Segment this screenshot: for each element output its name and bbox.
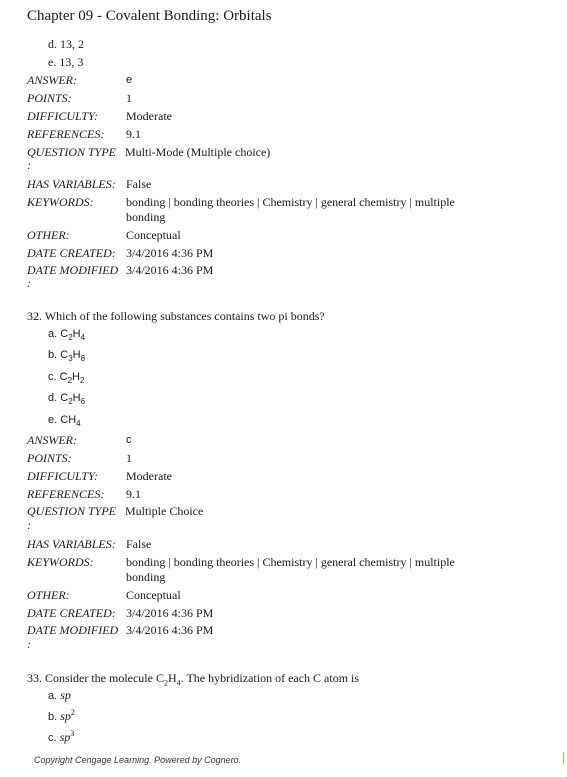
q32-option-e: e. $CH_4$ (48, 414, 81, 429)
q31-has-variables-value: False (126, 177, 152, 191)
q31-difficulty-label: DIFFICULTY: (27, 109, 98, 123)
q31-references-value: 9.1 (126, 127, 141, 141)
q32-references-label: REFERENCES: (27, 487, 105, 501)
q31-keywords-label: KEYWORDS: (27, 195, 94, 209)
q32-difficulty-label: DIFFICULTY: (27, 469, 98, 483)
q32-keywords-value: bonding | bonding theories | Chemistry | general chemistry | multiple bonding (126, 555, 455, 584)
q32-option-a: a. $C_2H_4$ (48, 328, 86, 343)
q31-other-value: Conceptual (126, 228, 181, 242)
q31-date-created-label: DATE CREATED: (27, 246, 116, 260)
q32-answer-value: c (126, 434, 132, 446)
q31-option-e: e. 13, 3 (48, 55, 84, 69)
q32-other-label: OTHER: (27, 588, 70, 602)
q31-keywords-value: bonding | bonding theories | Chemistry | general chemistry | multiple bonding (126, 195, 455, 224)
q31-answer-label: ANSWER: (27, 73, 77, 87)
q31-has-variables-label: HAS VARIABLES: (27, 177, 116, 191)
q31-answer-value: e (126, 74, 133, 86)
q33-option-b: b. $sp^2$ (48, 708, 75, 723)
q32-keywords-label: KEYWORDS: (27, 555, 94, 569)
q32-date-modified-colon: : (27, 637, 31, 651)
q32-references-value: 9.1 (126, 487, 141, 501)
q31-date-modified-colon: : (27, 276, 31, 290)
q32-has-variables-label: HAS VARIABLES: (27, 537, 116, 551)
q32-date-created-value: 3/4/2016 4:36 PM (126, 606, 214, 620)
q32-question-type-label: QUESTION TYPE (27, 504, 117, 518)
q32-difficulty-value: Moderate (126, 469, 172, 483)
q32-date-modified-value: 3/4/2016 4:36 PM (126, 623, 214, 637)
q31-date-modified-label: DATE MODIFIED (27, 263, 119, 277)
q31-references-label: REFERENCES: (27, 127, 105, 141)
q31-points-label: POINTS: (27, 91, 72, 105)
q32-question-type-colon: : (27, 518, 31, 532)
q31-question-type-value: Multi-Mode (Multiple choice) (125, 145, 271, 159)
q31-option-d: d. 13, 2 (48, 37, 84, 51)
q33-option-a: a. sp (48, 688, 71, 702)
q32-points-label: POINTS: (27, 451, 72, 465)
chapter-title: Chapter 09 - Covalent Bonding: Orbitals (27, 8, 272, 24)
page-edge-marker (563, 752, 564, 764)
q31-difficulty-value: Moderate (126, 109, 172, 123)
q32-other-value: Conceptual (126, 588, 181, 602)
q32-has-variables-value: False (126, 537, 152, 551)
q32-question-text: 32. Which of the following substances contains two pi bonds? (27, 309, 325, 323)
q31-question-type-colon: : (27, 158, 31, 172)
q32-answer-label: ANSWER: (27, 433, 77, 447)
q33-question-text: 33. Consider the molecule $C_2H_4$. The hybridization of each C atom is (27, 671, 360, 688)
q31-question-type-label: QUESTION TYPE (27, 145, 117, 159)
q32-date-created-label: DATE CREATED: (27, 606, 116, 620)
q32-date-modified-label: DATE MODIFIED (27, 623, 119, 637)
q32-option-b: b. $C_3H_8$ (48, 349, 86, 364)
q32-points-value: 1 (126, 451, 132, 465)
q31-points-value: 1 (126, 91, 132, 105)
q33-option-c: c. $sp^3$ (48, 729, 75, 744)
q31-date-modified-value: 3/4/2016 4:36 PM (126, 263, 214, 277)
q32-question-type-value: Multiple Choice (125, 504, 204, 518)
q32-option-c: c. $C_2H_2$ (48, 371, 85, 386)
copyright-footer: Copyright Cengage Learning. Powered by Cognero. (34, 755, 242, 765)
q31-other-label: OTHER: (27, 228, 70, 242)
q32-option-d: d. $C_2H_6$ (48, 392, 86, 407)
q31-date-created-value: 3/4/2016 4:36 PM (126, 246, 214, 260)
